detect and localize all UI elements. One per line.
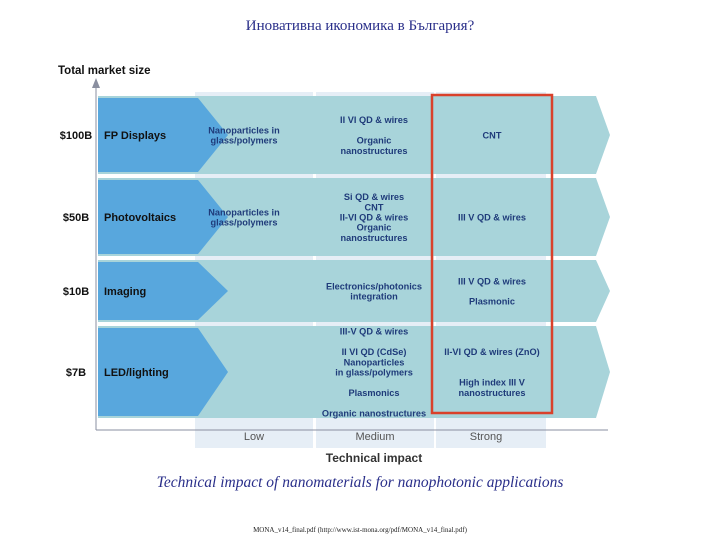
column-label: Low xyxy=(243,431,265,443)
x-axis-title: Technical impact xyxy=(325,451,423,465)
cell-text: integration xyxy=(350,291,398,302)
cell-text: CNT xyxy=(364,202,384,213)
cell-text: glass/polymers xyxy=(210,217,278,228)
market-size-label: $7B xyxy=(65,367,87,379)
cell-text: Nanoparticles in xyxy=(208,125,280,136)
column-label: Strong xyxy=(469,431,503,443)
cell-text: nanostructures xyxy=(458,387,526,398)
cell-text: III-V QD & wires xyxy=(339,326,409,337)
y-axis-arrowhead xyxy=(92,78,100,88)
cell-text: Organic xyxy=(356,135,392,146)
cell-text: Nanoparticles in xyxy=(208,207,280,218)
cell-text: Plasmonics xyxy=(348,387,400,398)
cell-text: nanostructures xyxy=(340,232,408,243)
cell-text: nanostructures xyxy=(340,145,408,156)
slide-title: Иновативна икономика в България? xyxy=(245,18,475,34)
cell-text: glass/polymers xyxy=(210,135,278,146)
application-label: Imaging xyxy=(104,286,147,298)
market-size-label: $50B xyxy=(62,212,90,224)
cell-text: Plasmonic xyxy=(469,296,515,307)
application-label: LED/lighting xyxy=(104,367,169,379)
cell-text: III V QD & wires xyxy=(458,276,526,287)
source-note: MONA_v14_final.pdf (http://www.ist-mona.org/pdf/MONA_v14_final.pdf) xyxy=(253,526,467,534)
application-label: FP Displays xyxy=(104,130,167,142)
cell-text: II-VI QD & wires (ZnO) xyxy=(444,347,540,358)
cell-text: Si QD & wires xyxy=(343,192,405,203)
cell-text: III V QD & wires xyxy=(458,212,526,223)
cell-text: CNT xyxy=(482,130,502,141)
cell-text: Organic xyxy=(356,222,392,233)
column-label: Medium xyxy=(355,431,395,443)
figure-caption: Technical impact of nanomaterials for nanophotonic applications xyxy=(156,474,564,491)
cell-text: High index III V xyxy=(459,377,525,388)
cell-text: Nanoparticles xyxy=(343,357,405,368)
diagram-canvas xyxy=(48,58,642,468)
market-size-label: $100B xyxy=(59,130,93,142)
y-axis-title: Total market size xyxy=(58,65,151,77)
cell-text: II VI QD & wires xyxy=(340,115,408,126)
cell-text: Organic nanostructures xyxy=(321,408,427,419)
application-label: Photovoltaics xyxy=(104,212,177,224)
nanomaterials-impact-diagram xyxy=(48,58,642,468)
cell-text: II VI QD (CdSe) xyxy=(341,347,407,358)
cell-text: Electronics/photonics xyxy=(326,281,422,292)
market-size-label: $10B xyxy=(62,286,90,298)
cell-text: in glass/polymers xyxy=(335,367,413,378)
cell-text: II-VI QD & wires xyxy=(339,212,409,223)
